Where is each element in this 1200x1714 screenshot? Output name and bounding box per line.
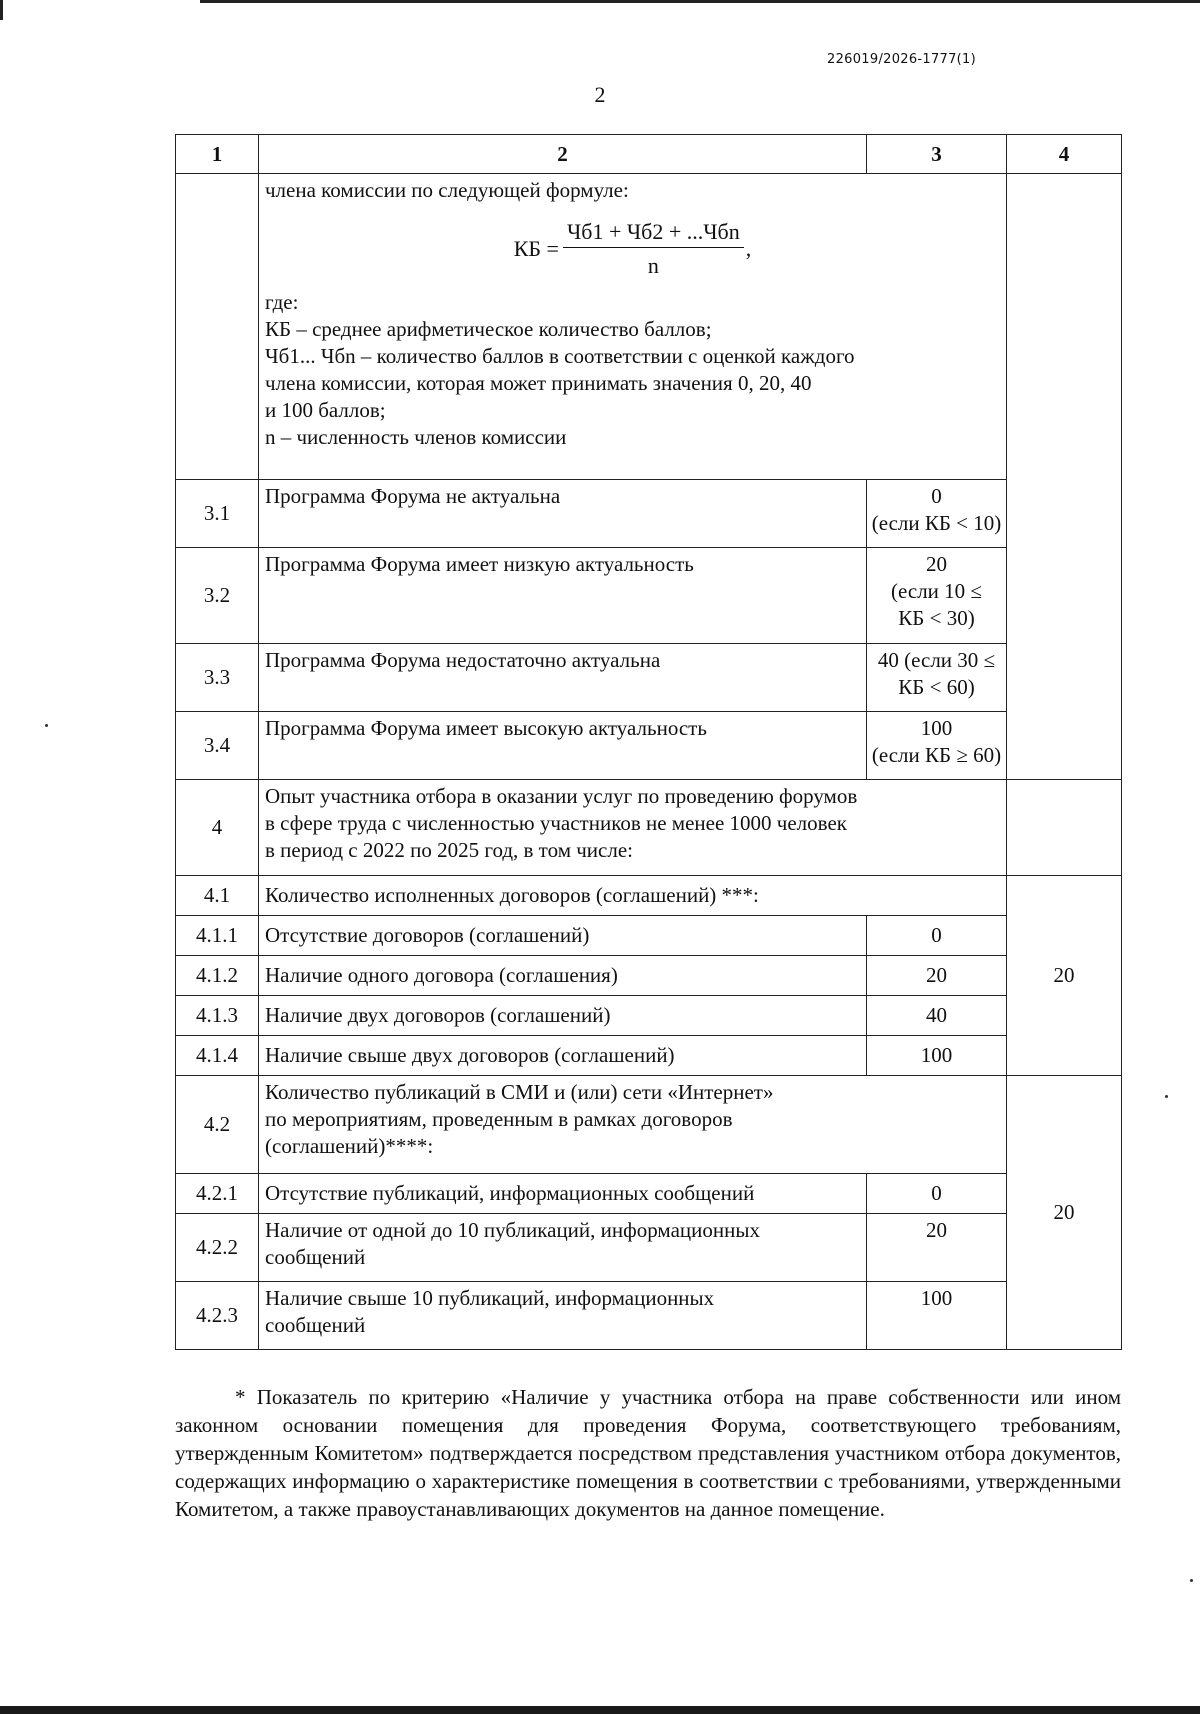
legend-line: где:: [265, 290, 299, 314]
score-cell: 40: [867, 996, 1007, 1036]
score-cell: 100: [867, 1282, 1007, 1350]
table-row: [176, 916, 1122, 956]
score-cell: [867, 480, 1007, 548]
legend-line: и 100 баллов;: [265, 398, 386, 422]
criteria-table: [175, 134, 1122, 1350]
score-line: 20: [926, 552, 947, 576]
row-text-line: (соглашений)****:: [265, 1134, 434, 1158]
formula-comma: ,: [745, 236, 752, 261]
table-row: [176, 876, 1122, 916]
table-row: [176, 1076, 1122, 1174]
score-cell: 20: [867, 1214, 1007, 1282]
table-row: [176, 1282, 1122, 1350]
row-number: 3.2: [176, 548, 259, 644]
score-line: 40 (если 30 ≤: [877, 648, 996, 672]
row-text: Программа Форума имеет высокую актуальность: [259, 712, 867, 780]
row-text: Программа Форума не актуальна: [259, 480, 867, 548]
max-score-cell: 20: [1007, 876, 1122, 1076]
row-text: Наличие двух договоров (соглашений): [259, 996, 867, 1036]
table-row: [176, 1036, 1122, 1076]
table-row: [176, 644, 1122, 712]
scan-speck: [1190, 1579, 1193, 1582]
row-number: 4: [176, 780, 259, 876]
score-line: КБ < 60): [898, 675, 975, 699]
column-header: 1: [176, 135, 259, 174]
scan-edge-left: [0, 0, 3, 20]
formula-fraction: [563, 218, 744, 279]
row-number: 4.1.4: [176, 1036, 259, 1076]
score-cell: 0: [867, 916, 1007, 956]
formula-denominator: n: [647, 253, 659, 278]
footnote: [175, 1383, 1121, 1523]
row-text: Наличие свыше двух договоров (соглашений): [259, 1036, 867, 1076]
score-line: 0: [931, 484, 942, 508]
max-score-cell: [1007, 174, 1122, 780]
table-row: [176, 996, 1122, 1036]
row-text: [259, 1282, 867, 1350]
formula-numerator: Чб1 + Чб2 + ...Чбn: [563, 218, 744, 248]
row-text: Программа Форума недостаточно актуальна: [259, 644, 867, 712]
row-number: 4.1.3: [176, 996, 259, 1036]
row-text-line: Количество публикаций в СМИ и (или) сети «Интернет»: [265, 1080, 774, 1104]
row-text: Отсутствие договоров (соглашений): [259, 916, 867, 956]
table-row: [176, 1214, 1122, 1282]
column-header: 2: [259, 135, 867, 174]
row-number: 4.1: [176, 876, 259, 916]
formula-row: [176, 174, 1122, 480]
score-line: (если КБ ≥ 60): [871, 743, 1002, 767]
max-score-cell: 20: [1007, 1076, 1122, 1350]
row-text-line: Наличие свыше 10 публикаций, информационных: [265, 1286, 715, 1310]
row-number: 3.3: [176, 644, 259, 712]
row-text-line: Наличие от одной до 10 публикаций, информационных: [265, 1218, 760, 1242]
score-line: (если 10 ≤: [891, 579, 982, 603]
scan-edge-top: [200, 0, 1200, 3]
row-text: Количество исполненных договоров (соглашений) ***:: [259, 876, 1007, 916]
table-row: [176, 956, 1122, 996]
row-text-line: в сфере труда с численностью участников не менее 1000 человек: [265, 811, 847, 835]
row-number: 4.2.3: [176, 1282, 259, 1350]
row-number: 4.2.1: [176, 1174, 259, 1214]
score-cell: [867, 548, 1007, 644]
max-score-cell: [1007, 780, 1122, 876]
table-row: [176, 548, 1122, 644]
row-text: Программа Форума имеет низкую актуальность: [259, 548, 867, 644]
row-text-line: Опыт участника отбора в оказании услуг по проведению форумов: [265, 784, 858, 808]
legend-line: Чб1... Чбn – количество баллов в соответствии с оценкой каждого: [265, 344, 855, 368]
score-line: (если КБ < 10): [871, 511, 1002, 535]
row-text: [259, 780, 1007, 876]
row-number: 3.4: [176, 712, 259, 780]
formula-cell: [259, 174, 1007, 480]
column-header: 4: [1007, 135, 1122, 174]
page-number: 2: [594, 82, 606, 107]
table-header-row: [176, 135, 1122, 174]
row-number: 4.2: [176, 1076, 259, 1174]
table-row: [176, 712, 1122, 780]
formula-intro-text: члена комиссии по следующей формуле:: [265, 178, 629, 202]
row-text-line: сообщений: [265, 1245, 366, 1269]
score-line: КБ < 30): [898, 606, 975, 630]
row-text: Отсутствие публикаций, информационных сообщений: [259, 1174, 867, 1214]
row-text-line: по мероприятиям, проведенным в рамках договоров: [265, 1107, 733, 1131]
legend-line: КБ – среднее арифметическое количество баллов;: [265, 317, 712, 341]
formula: [265, 218, 1000, 279]
footnote-text: * Показатель по критерию «Наличие у участника отбора на праве собственности или ином законном основании помещения для проведения Форума, соответствующего требованиям, утвержденным Комитетом» подтверждается посредством представления участником отбора документов, содержащих информацию о характеристике помещения в соответствии с требованиями, утвержденными Комитетом, а также правоустанавливающих документов на данное помещение.: [175, 1385, 1121, 1521]
row-number: 4.1.1: [176, 916, 259, 956]
empty-cell: [176, 174, 259, 480]
document-number: 226019/2026-1777(1): [827, 52, 976, 67]
score-cell: [867, 644, 1007, 712]
row-text-line: сообщений: [265, 1313, 366, 1337]
scan-speck: [1165, 1095, 1168, 1098]
row-number: 4.2.2: [176, 1214, 259, 1282]
score-cell: [867, 712, 1007, 780]
row-text: [259, 1076, 1007, 1174]
legend-line: члена комиссии, которая может принимать значения 0, 20, 40: [265, 371, 812, 395]
score-cell: 20: [867, 956, 1007, 996]
column-header: 3: [867, 135, 1007, 174]
row-text: Наличие одного договора (соглашения): [259, 956, 867, 996]
row-number: 4.1.2: [176, 956, 259, 996]
table-row: [176, 780, 1122, 876]
scan-edge-bottom: [0, 1706, 1200, 1714]
legend-line: n – численность членов комиссии: [265, 425, 567, 449]
scan-speck: [45, 724, 48, 727]
score-cell: 100: [867, 1036, 1007, 1076]
table-row: [176, 480, 1122, 548]
formula-lhs: КБ =: [513, 236, 559, 261]
table-row: [176, 1174, 1122, 1214]
row-number: 3.1: [176, 480, 259, 548]
row-text-line: в период с 2022 по 2025 год, в том числе:: [265, 838, 633, 862]
score-cell: 0: [867, 1174, 1007, 1214]
row-text: [259, 1214, 867, 1282]
score-line: 100: [920, 716, 953, 740]
